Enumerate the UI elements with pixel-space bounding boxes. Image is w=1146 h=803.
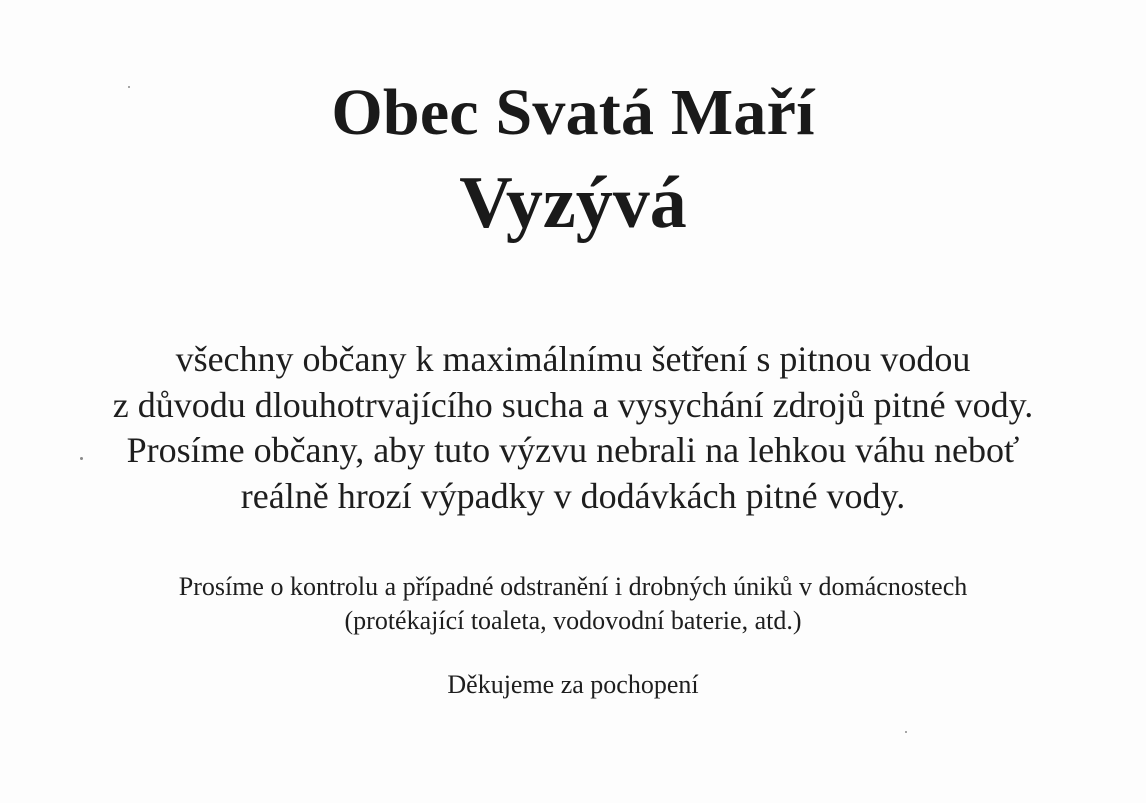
notice-thanks: Děkujeme za pochopení [447, 670, 699, 699]
notice-title: Obec Svatá Maří [331, 76, 815, 149]
scan-speck [128, 86, 130, 88]
notice-subtitle: Vyzývá [459, 162, 687, 244]
scan-speck [905, 731, 907, 733]
request-line: (protékající toaleta, vodovodní baterie, atd.) [344, 606, 802, 635]
body-line: z důvodu dlouhotrvajícího sucha a vysychání zdrojů pitné vody. [112, 384, 1034, 425]
body-line: Prosíme občany, aby tuto výzvu nebrali na lehkou váhu neboť [126, 430, 1020, 470]
notice-body [0, 337, 1146, 519]
body-line: všechny občany k maximálnímu šetření s pitnou vodou [175, 339, 971, 379]
body-line: reálně hrozí výpadky v dodávkách pitné vody. [240, 475, 906, 516]
notice-request [0, 570, 1146, 638]
scan-speck [80, 457, 83, 460]
request-line: Prosíme o kontrolu a případné odstranění i drobných úniků v domácnostech [178, 572, 968, 601]
